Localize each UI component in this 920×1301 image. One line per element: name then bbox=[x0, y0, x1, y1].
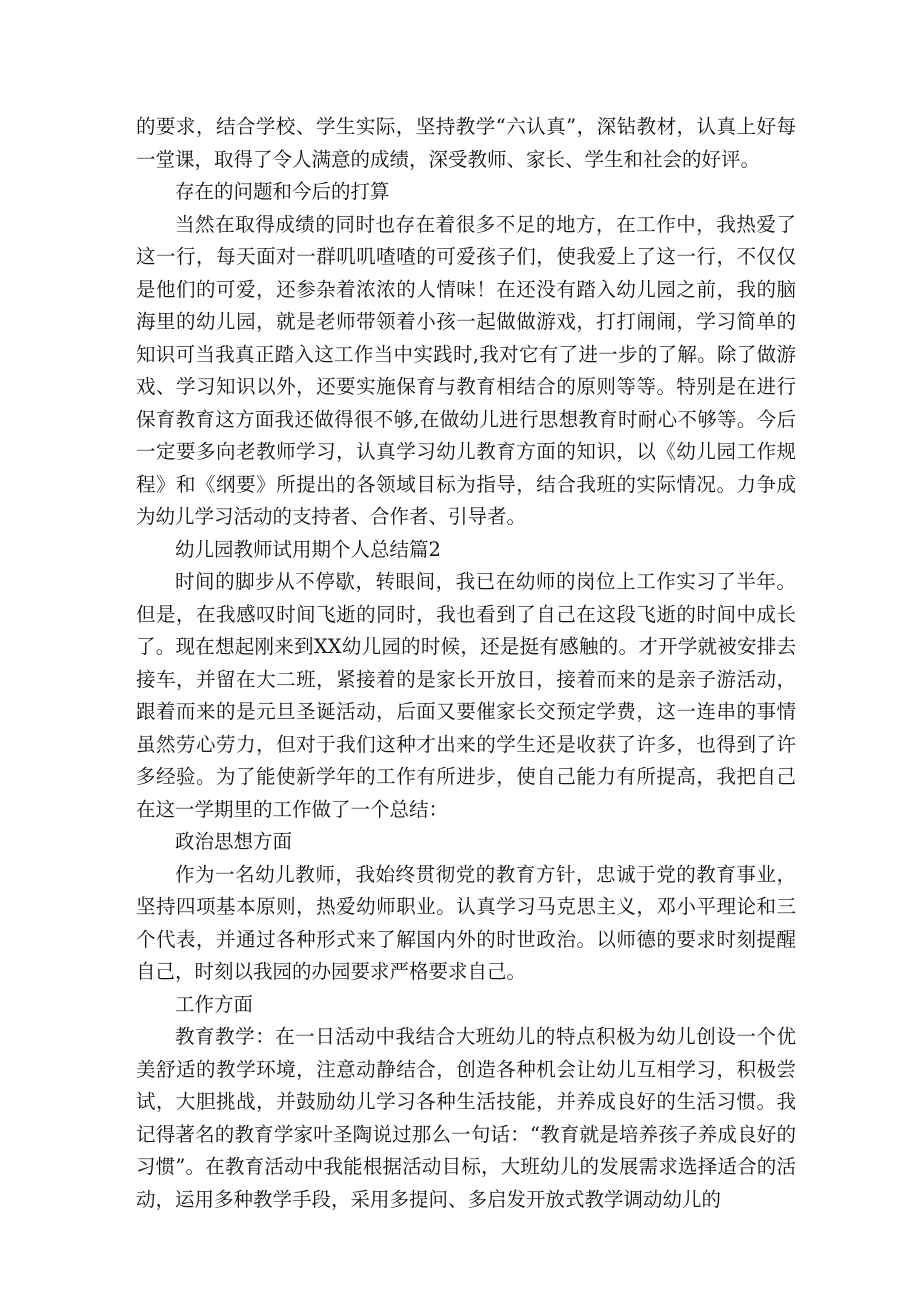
paragraph-teaching: 教育教学：在一日活动中我结合大班幼儿的特点积极为幼儿创设一个优美舒适的教学环境，注意动静结合，创造各种机会让幼儿互相学习，积极尝试，大胆挑战，并鼓励幼儿学习各种生活技能，并养成良好的生活习惯。我记得著名的教育学家叶圣陶说过那么一句话：“教育就是培养孩子养成良好的习惯”。在教育活动中我能根据活动目标，大班幼儿的发展需求选择适合的活动，运用多种教学手段，采用多提问、多启发开放式教学调动幼儿的 bbox=[136, 1025, 796, 1211]
paragraph-continuation: 的要求，结合学校、学生实际，坚持教学“六认真”，深钻教材，认真上好每一堂课，取得了令人满意的成绩，深受教师、家长、学生和社会的好评。 bbox=[136, 115, 796, 171]
section-heading-part-2: 幼儿园教师试用期个人总结篇2 bbox=[175, 537, 441, 561]
section-heading-problems-and-plans: 存在的问题和今后的打算 bbox=[175, 180, 390, 203]
section-heading-work: 工作方面 bbox=[175, 992, 254, 1016]
paragraph-political-thought: 作为一名幼儿教师，我始终贯彻党的教育方针，忠诚于党的教育事业，坚持四项基本原则，热爱幼师职业。认真学习马克思主义，邓小平理论和三个代表，并通过各种形式来了解国内外的时世政治。以师德的要求时刻提醒自己，时刻以我园的办园要求严格要求自己。 bbox=[136, 862, 796, 983]
document-page bbox=[136, 111, 796, 1216]
paragraph-shortcomings: 当然在取得成绩的同时也存在着很多不足的地方，在工作中，我热爱了这一行，每天面对一群叽叽喳喳的可爱孩子们，使我爱上了这一行，不仅仅是他们的可爱，还参杂着浓浓的人情味！在还没有踏入幼儿园之前，我的脑海里的幼儿园，就是老师带领着小孩一起做做游戏，打打闹闹，学习简单的知识可当我真正踏入这工作当中实践时,我对它有了进一步的了解。除了做游戏、学习知识以外，还要实施保育与教育相结合的原则等等。特别是在进行保育教育这方面我还做得很不够,在做幼儿进行思想教育时耐心不够等。今后一定要多向老教师学习，认真学习幼儿教育方面的知识，以《幼儿园工作规程》和《纲要》所提出的各领域目标为指导，结合我班的实际情况。力争成为幼儿学习活动的支持者、合作者、引导者。 bbox=[136, 212, 796, 528]
paragraph-time-flies: 时间的脚步从不停歇，转眼间，我已在幼师的岗位上工作实习了半年。但是，在我感叹时间飞逝的同时，我也看到了自己在这段飞逝的时间中成长了。现在想起刚来到XX幼儿园的时候，还是挺有感触的。才开学就被安排去接车，并留在大二班，紧接着的是家长开放日，接着而来的是亲子游活动，跟着而来的是元旦圣诞活动，后面又要催家长交预定学费，这一连串的事情虽然劳心劳力，但对于我们这种才出来的学生还是收获了许多，也得到了许多经验。为了能使新学年的工作有所进步，使自己能力有所提高，我把自己在这一学期里的工作做了一个总结： bbox=[136, 570, 796, 821]
section-heading-political-thought: 政治思想方面 bbox=[175, 830, 293, 853]
